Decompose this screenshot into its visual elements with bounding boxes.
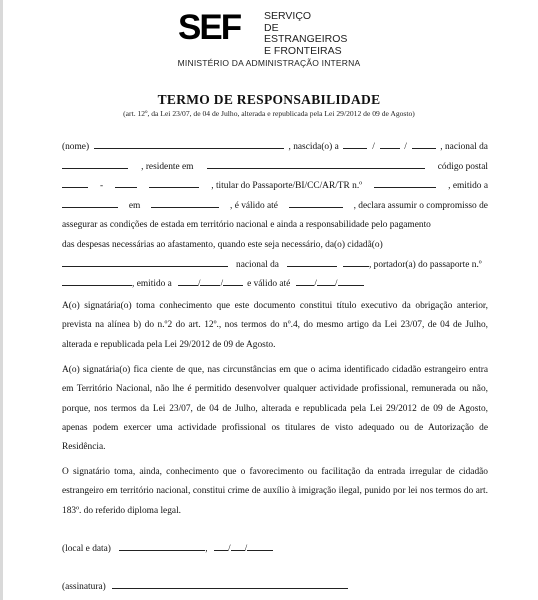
commitment-text-2: assegurar as condições de estada em território nacional e ainda a responsabilidade pelo pagamento xyxy=(62,220,431,231)
separator: / xyxy=(227,544,231,554)
valid-until-field[interactable] xyxy=(289,197,343,208)
paragraph-work-restriction: A(o) signatária(o) fica ciente de que, nas circunstâncias em que o acima identificado cidadão estrangeiro entra em Território Nacional, não lhe é permitido desenvolver qualquer actividade profissional, remunerada ou não, porque, nos termos da Lei 23/07, de 04 de Julho, alterada e republicada pela Lei 29/2012 de 09 de Agosto, apenas podem exercer uma actividade profissional os titulares de visto adequado ou de Autorização de Residência. xyxy=(62,365,488,453)
passport-label: , portador(a) do passaporte n.º xyxy=(368,259,482,270)
name-field[interactable] xyxy=(94,138,284,149)
citizen-nationality-label: nacional da xyxy=(236,259,279,270)
passport-issue-year-field[interactable] xyxy=(223,275,243,286)
residence-field[interactable] xyxy=(207,158,425,169)
postal-code-suffix-field[interactable] xyxy=(115,177,137,188)
place-date-line xyxy=(62,540,273,554)
postal-code-label: código postal xyxy=(437,161,488,172)
place-date-label: (local e data) xyxy=(62,544,111,554)
commitment-text: , declara assumir o compromisso de xyxy=(353,200,488,211)
form-line-7 xyxy=(62,256,488,276)
name-label: (nome) xyxy=(62,142,90,152)
form-block xyxy=(62,138,488,295)
birth-month-field[interactable] xyxy=(380,138,400,149)
citizen-nationality-field[interactable] xyxy=(287,256,337,267)
issue-place-label: em xyxy=(128,200,141,211)
form-line-6 xyxy=(62,236,488,256)
sef-logo-text xyxy=(264,11,363,57)
separator: / xyxy=(220,279,224,290)
commitment-text-3: das despesas necessárias ao afastamento, quando este seja necessário, da(o) cidadã(o) xyxy=(62,239,383,250)
citizen-name-field[interactable] xyxy=(62,256,228,267)
document-subtitle: (art. 12º, da Lei 23/07, de 04 de Julho, alterada e republicada pela Lei 29/2012 de 09 de Agosto) xyxy=(123,109,415,118)
form-line-8 xyxy=(62,275,488,295)
signature-field[interactable] xyxy=(112,578,348,589)
document-title: TERMO DE RESPONSABILIDADE xyxy=(157,92,381,107)
passport-number-field[interactable] xyxy=(62,275,132,286)
issue-date-field[interactable] xyxy=(62,197,118,208)
document-number-label: , titular do Passaporte/BI/CC/AR/TR n.º xyxy=(211,181,363,192)
logo-line-3: E FRONTEIRAS xyxy=(264,44,342,57)
separator: - xyxy=(100,181,104,192)
passport-valid-month-field[interactable] xyxy=(317,275,335,286)
separator: / xyxy=(314,279,317,290)
birth-day-field[interactable] xyxy=(343,138,367,149)
passport-issue-month-field[interactable] xyxy=(200,275,220,286)
separator: / xyxy=(244,544,248,554)
separator: / xyxy=(372,142,375,152)
document-number-field[interactable] xyxy=(374,177,436,188)
birth-label: , nascida(o) a xyxy=(288,142,339,152)
paragraph-illegal-immigration: O signatário toma, ainda, conhecimento que o favorecimento ou facilitação da entrada irregular de cidadão estrangeiro em território nacional, constitui crime de auxílio à imigração ilegal, punido por lei nos termos do art. 183º. do referido diploma legal. xyxy=(62,467,488,516)
paragraph-executive-title: A(o) signatária(o) toma conhecimento que este documento constitui título executivo da obrigação anterior, prevista na alínea b) do n.º2 do art. 12º., nos termos do nº.4, do mesmo artigo da Lei 23/07, de 04 de Julho, alterada e republicada pela Lei 29/2012 de 09 de Agosto. xyxy=(62,301,488,350)
passport-valid-year-field[interactable] xyxy=(338,275,364,286)
separator: / xyxy=(404,142,407,152)
date-day-field[interactable] xyxy=(214,540,228,551)
residence-label: , residente em xyxy=(141,161,194,172)
sef-logo xyxy=(178,8,363,57)
form-line-2 xyxy=(62,158,488,178)
nationality-label: , nacional da xyxy=(440,142,488,152)
passport-valid-day-field[interactable] xyxy=(296,275,314,286)
passport-issue-day-field[interactable] xyxy=(178,275,198,286)
separator: / xyxy=(197,279,201,290)
passport-issued-label: , emitido a xyxy=(132,279,172,290)
page-edge xyxy=(0,0,3,600)
date-month-field[interactable] xyxy=(231,540,245,551)
form-line-1 xyxy=(62,138,488,158)
nationality-field[interactable] xyxy=(62,158,128,169)
postal-locality-field[interactable] xyxy=(149,177,199,188)
citizen-nationality-field-2[interactable] xyxy=(343,256,369,267)
separator: / xyxy=(334,279,338,290)
logo-line-1: SERVIÇO xyxy=(264,10,312,22)
date-year-field[interactable] xyxy=(247,540,273,551)
issued-label: , emitido a xyxy=(448,181,488,192)
logo-line-2: DE ESTRANGEIROS xyxy=(264,21,348,45)
form-line-5 xyxy=(62,216,488,236)
postal-code-prefix-field[interactable] xyxy=(62,177,88,188)
place-field[interactable] xyxy=(119,540,205,551)
valid-until-label: , é válido até xyxy=(230,200,278,211)
ministry-name: MINISTÉRIO DA ADMINISTRAÇÃO INTERNA xyxy=(177,58,361,68)
form-line-3 xyxy=(62,177,488,197)
birth-year-field[interactable] xyxy=(412,138,436,149)
issue-place-field[interactable] xyxy=(151,197,219,208)
separator: , xyxy=(205,544,208,554)
form-line-4 xyxy=(62,197,488,217)
signature-line xyxy=(62,578,348,592)
signature-label: (assinatura) xyxy=(62,582,106,592)
sef-logo-mark: SEF xyxy=(178,8,241,47)
passport-valid-label: e válido até xyxy=(247,279,291,290)
